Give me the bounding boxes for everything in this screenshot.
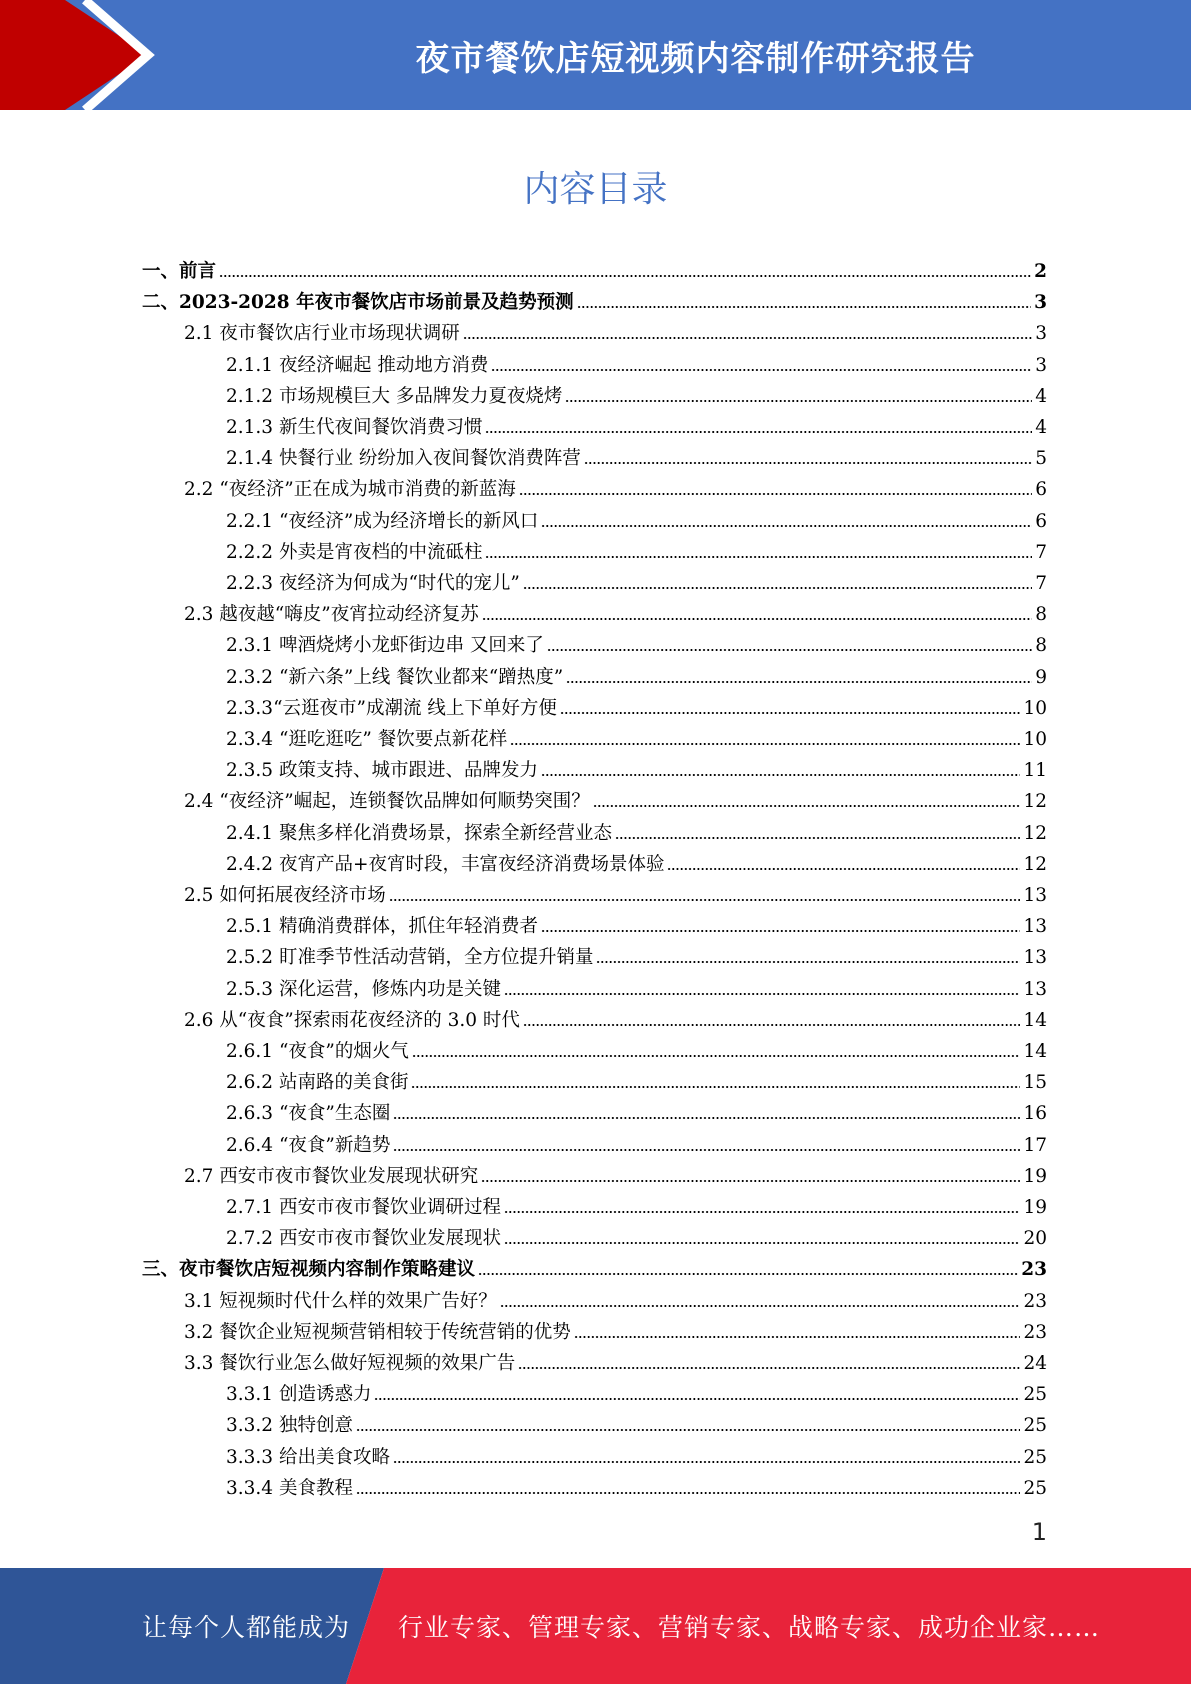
toc-entry[interactable] (226, 690, 1047, 721)
toc-entry[interactable] (226, 1033, 1047, 1064)
toc-entry-page: 25 (1023, 1446, 1047, 1468)
toc-entry-page: 5 (1035, 448, 1047, 470)
toc-leader-dots (518, 1366, 1020, 1370)
toc-entry-title: 2.6.4 “夜食”新趋势 (226, 1134, 391, 1156)
toc-entry-title: 2.5.3 深化运营，修炼内功是关键 (226, 978, 501, 1000)
toc-entry-title: 2.3.2 “新六条”上线 餐饮业都来“蹭热度” (226, 666, 564, 688)
toc-entry-page: 9 (1035, 666, 1047, 688)
toc-entry-title: 2.7.1 西安市夜市餐饮业调研过程 (226, 1197, 501, 1218)
toc-leader-dots (510, 742, 1020, 746)
toc-entry-page: 6 (1035, 479, 1047, 501)
toc-leader-dots (574, 1335, 1021, 1339)
toc-entry[interactable] (226, 1470, 1047, 1501)
toc-entry[interactable] (226, 908, 1047, 939)
toc-entry[interactable] (226, 409, 1047, 440)
toc-leader-dots (523, 586, 1032, 590)
toc-leader-dots (411, 1085, 1020, 1089)
toc-entry-title: 2.3.5 政策支持、城市跟进、品牌发力 (226, 760, 538, 782)
toc-entry-title: 2.1.3 新生代夜间餐饮消费习惯 (226, 417, 483, 438)
toc-entry[interactable] (142, 284, 1047, 315)
toc-leader-dots (577, 305, 1032, 309)
toc-entry[interactable] (184, 1314, 1047, 1345)
toc-entry-title: 3.3.2 独特创意 (226, 1415, 353, 1437)
toc-entry-page: 25 (1023, 1415, 1047, 1437)
toc-entry[interactable] (184, 596, 1047, 627)
toc-leader-dots (547, 648, 1032, 652)
toc-entry-title: 2.1.2 市场规模巨大 多品牌发力夏夜烧烤 (226, 385, 563, 407)
toc-entry-title: 2.5.1 精确消费群体，抓住年轻消费者 (226, 916, 538, 938)
toc-leader-dots (374, 1397, 1020, 1401)
toc-entry-page: 6 (1035, 510, 1047, 532)
toc-entry-title: 3.1 短视频时代什么样的效果广告好？ (184, 1290, 497, 1312)
toc-entry[interactable] (226, 1064, 1047, 1095)
toc-entry[interactable] (184, 315, 1047, 346)
toc-entry[interactable] (226, 347, 1047, 378)
toc-leader-dots (504, 1241, 1020, 1245)
toc-entry[interactable] (226, 1376, 1047, 1407)
toc-entry-page: 20 (1023, 1228, 1047, 1250)
toc-entry-title: 一、前言 (142, 261, 217, 282)
toc-leader-dots (667, 867, 1020, 871)
toc-entry[interactable] (226, 565, 1047, 596)
toc-leader-dots (565, 399, 1032, 403)
toc-entry-title: 二、2023-2028 年夜市餐饮店市场前景及趋势预测 (142, 292, 574, 314)
toc-entry-title: 2.1 夜市餐饮店行业市场现状调研 (184, 323, 460, 345)
toc-entry[interactable] (226, 721, 1047, 752)
report-title: 夜市餐饮店短视频内容制作研究报告 (415, 38, 976, 79)
toc-entry-title: 2.2.1 “夜经济”成为经济增长的新风口 (226, 510, 539, 532)
toc-entry-title: 2.6.3 “夜食”生态圈 (226, 1103, 391, 1125)
toc-entry[interactable] (142, 253, 1047, 284)
toc-entry-page: 10 (1023, 729, 1047, 750)
toc-entry-title: 2.5.2 盯准季节性活动营销，全方位提升销量 (226, 947, 594, 969)
toc-entry-title: 3.3.4 美食教程 (226, 1477, 353, 1499)
toc-entry-title: 2.2.2 外卖是宵夜档的中流砥柱 (226, 541, 483, 563)
toc-entry-title: 三、夜市餐饮店短视频内容制作策略建议 (142, 1259, 476, 1281)
toc-entry-page: 17 (1023, 1134, 1047, 1156)
toc-entry-page: 4 (1035, 417, 1047, 438)
toc-entry-page: 19 (1023, 1165, 1047, 1187)
toc-entry-page: 2 (1034, 261, 1047, 282)
toc-leader-dots (478, 1272, 1018, 1276)
toc-entry[interactable] (184, 1158, 1047, 1189)
toc-entry-title: 2.2 “夜经济”正在成为城市消费的新蓝海 (184, 479, 516, 501)
toc-entry-page: 12 (1023, 791, 1047, 813)
toc-entry[interactable] (226, 971, 1047, 1002)
toc-entry-title: 2.3.3“云逛夜市”成潮流 线上下单好方便 (226, 697, 557, 719)
toc-entry-page: 14 (1023, 1041, 1047, 1062)
toc-entry-page: 19 (1023, 1197, 1047, 1218)
toc-entry-title: 2.7.2 西安市夜市餐饮业发展现状 (226, 1228, 501, 1250)
toc-entry-title: 2.6.1 “夜食”的烟火气 (226, 1041, 409, 1062)
toc-entry-page: 16 (1023, 1103, 1047, 1125)
toc-leader-dots (593, 804, 1021, 808)
toc-entry-page: 15 (1023, 1072, 1047, 1094)
toc-entry-page: 23 (1021, 1259, 1047, 1281)
toc-leader-dots (389, 898, 1021, 902)
toc-entry-title: 3.3.1 创造诱惑力 (226, 1384, 372, 1406)
toc-leader-dots (500, 1304, 1021, 1308)
toc-entry-title: 2.4 “夜经济”崛起，连锁餐饮品牌如何顺势突围？ (184, 791, 590, 813)
toc-entry[interactable] (184, 1002, 1047, 1033)
toc-entry-page: 23 (1023, 1321, 1047, 1343)
toc-leader-dots (482, 617, 1033, 621)
footer-slogan: 让每个人都能成为 (142, 1613, 351, 1642)
toc-entry-title: 3.3.3 给出美食攻略 (226, 1446, 390, 1468)
toc-entry-page: 25 (1023, 1384, 1047, 1406)
toc-entry[interactable] (226, 752, 1047, 783)
toc-leader-dots (219, 274, 1031, 278)
toc-entry-page: 14 (1023, 1009, 1047, 1031)
toc-entry-page: 3 (1035, 354, 1047, 376)
toc-entry[interactable] (142, 1251, 1047, 1282)
toc-entry-page: 3 (1034, 292, 1047, 314)
toc-entry-page: 4 (1035, 385, 1047, 407)
toc-entry-page: 13 (1023, 916, 1047, 938)
toc-entry[interactable] (226, 378, 1047, 409)
toc-entry-page: 11 (1023, 760, 1047, 782)
toc-entry-page: 24 (1023, 1353, 1047, 1374)
toc-entry-page: 13 (1023, 885, 1047, 906)
toc-leader-dots (560, 711, 1021, 715)
header-band (0, 0, 1191, 110)
toc-entry-title: 2.5 如何拓展夜经济市场 (184, 885, 386, 906)
toc-entry-title: 2.1.1 夜经济崛起 推动地方消费 (226, 354, 489, 376)
toc-entry-page: 13 (1023, 978, 1047, 1000)
toc-leader-dots (463, 336, 1032, 340)
toc-leader-dots (412, 1054, 1021, 1058)
toc-leader-dots (504, 1210, 1020, 1214)
toc-leader-dots (541, 773, 1020, 777)
toc-entry-page: 10 (1023, 697, 1047, 719)
toc-leader-dots (481, 1179, 1020, 1183)
toc-entry[interactable] (226, 1127, 1047, 1158)
toc-entry-title: 2.3 越夜越“嗨皮”夜宵拉动经济复苏 (184, 604, 479, 626)
toc-entry-title: 2.3.4 “逛吃逛吃” 餐饮要点新花样 (226, 729, 508, 750)
toc-entry-title: 2.4.2 夜宵产品+夜宵时段，丰富夜经济消费场景体验 (226, 853, 665, 875)
toc-entry[interactable] (226, 627, 1047, 658)
toc-entry-title: 2.1.4 快餐行业 纷纷加入夜间餐饮消费阵营 (226, 448, 581, 470)
toc-leader-dots (615, 836, 1020, 840)
toc-entry[interactable] (226, 846, 1047, 877)
toc-leader-dots (519, 492, 1033, 496)
toc-leader-dots (393, 1116, 1020, 1120)
toc-entry-title: 3.3 餐饮行业怎么做好短视频的效果广告 (184, 1353, 516, 1374)
toc-entry[interactable] (226, 659, 1047, 690)
toc-leader-dots (596, 960, 1020, 964)
toc-entry-page: 13 (1023, 947, 1047, 969)
toc-entry-page: 12 (1023, 853, 1047, 875)
toc-entry[interactable] (184, 1283, 1047, 1314)
toc-entry-page: 7 (1035, 573, 1047, 594)
toc-leader-dots (584, 461, 1032, 465)
footer-roles: 行业专家、管理专家、营销专家、战略专家、成功企业家…… (398, 1613, 1101, 1642)
toc-entry[interactable] (184, 1345, 1047, 1376)
toc-leader-dots (541, 524, 1032, 528)
toc-entry[interactable] (226, 1439, 1047, 1470)
toc-entry-title: 2.7 西安市夜市餐饮业发展现状研究 (184, 1165, 479, 1187)
toc-entry[interactable] (226, 1095, 1047, 1126)
toc-leader-dots (393, 1460, 1020, 1464)
toc-entry-title: 2.6 从“夜食”探索雨花夜经济的 3.0 时代 (184, 1009, 520, 1031)
toc-entry-title: 2.4.1 聚焦多样化消费场景，探索全新经营业态 (226, 822, 612, 844)
toc-entry[interactable] (226, 534, 1047, 565)
toc-leader-dots (523, 1023, 1021, 1027)
toc-entry-page: 8 (1035, 604, 1047, 626)
toc-entry[interactable] (226, 939, 1047, 970)
toc-entry-page: 12 (1023, 822, 1047, 844)
toc-entry-page: 3 (1035, 323, 1047, 345)
toc-entry-page: 23 (1023, 1290, 1047, 1312)
toc-heading: 内容目录 (523, 169, 668, 210)
toc-leader-dots (356, 1491, 1021, 1495)
toc-leader-dots (491, 368, 1032, 372)
page-number: 1 (1031, 1518, 1047, 1546)
toc-leader-dots (541, 929, 1020, 933)
toc-entry-page: 25 (1023, 1477, 1047, 1499)
toc-entry-title: 3.2 餐饮企业短视频营销相较于传统营销的优势 (184, 1321, 571, 1343)
toc-leader-dots (504, 992, 1020, 996)
toc-entry[interactable] (226, 1189, 1047, 1220)
toc-leader-dots (356, 1428, 1021, 1432)
toc-leader-dots (566, 680, 1032, 684)
toc-entry[interactable] (226, 1407, 1047, 1438)
toc-leader-dots (485, 555, 1032, 559)
footer-band (0, 1568, 1191, 1684)
toc-entry[interactable] (226, 815, 1047, 846)
toc-leader-dots (393, 1148, 1020, 1152)
toc-entry[interactable] (184, 471, 1047, 502)
toc-entry-title: 2.3.1 啤酒烧烤小龙虾街边串 又回来了 (226, 635, 544, 657)
toc-entry-page: 7 (1035, 541, 1047, 563)
toc-entry[interactable] (226, 503, 1047, 534)
toc-entry-page: 8 (1035, 635, 1047, 657)
toc-entry-title: 2.2.3 夜经济为何成为“时代的宠儿” (226, 573, 520, 594)
toc-leader-dots (485, 430, 1032, 434)
toc-entry[interactable] (226, 440, 1047, 471)
toc-entry[interactable] (184, 783, 1047, 814)
toc-entry-title: 2.6.2 站南路的美食街 (226, 1072, 409, 1094)
toc-entry[interactable] (226, 1220, 1047, 1251)
toc-entry[interactable] (184, 877, 1047, 908)
